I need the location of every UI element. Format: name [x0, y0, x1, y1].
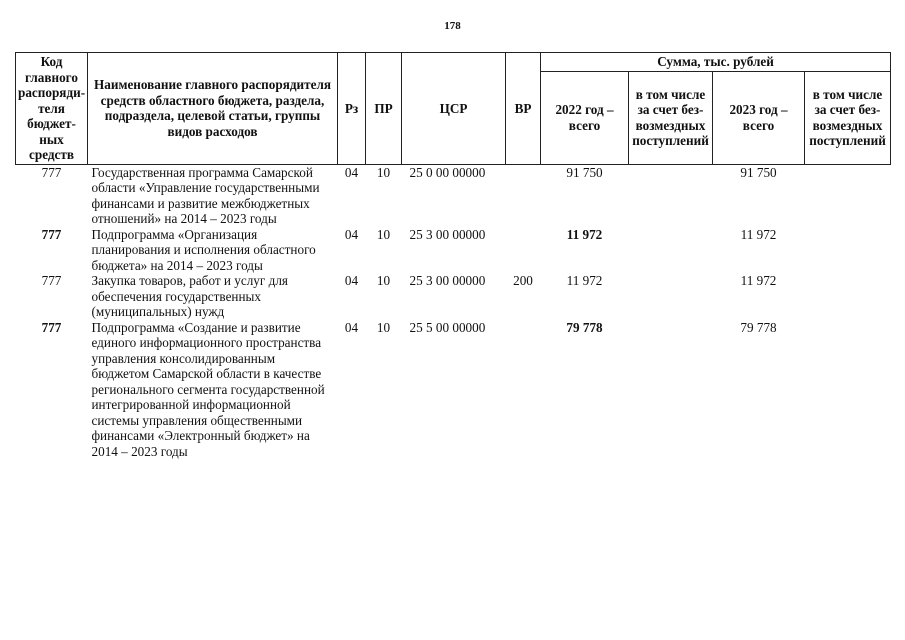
cell-csr: 25 3 00 00000 — [409, 273, 486, 288]
table-row — [16, 273, 891, 320]
page-number: 178 — [444, 20, 461, 32]
cell-code: 777 — [41, 164, 62, 180]
cell-rz: 04 — [344, 226, 359, 242]
header-2023-total: 2023 год – всего — [713, 72, 805, 165]
cell-vr: 200 — [513, 273, 533, 288]
cell-csr: 25 0 00 00000 — [409, 164, 486, 180]
cell-2022-total: 11 972 — [566, 273, 603, 288]
header-2022-total: 2022 год – всего — [541, 72, 629, 165]
cell-2022-free — [629, 227, 713, 274]
table-row — [16, 164, 891, 227]
cell-rz: 04 — [344, 273, 359, 288]
table-header — [16, 53, 891, 165]
header-code: Код главного распорядителя бюджетных средств — [16, 53, 88, 165]
cell-vr — [506, 320, 541, 460]
cell-2023-total: 11 972 — [740, 273, 777, 288]
cell-csr: 25 3 00 00000 — [409, 226, 486, 242]
cell-2023-total: 91 750 — [740, 164, 777, 180]
cell-2022-total: 11 972 — [566, 226, 603, 242]
cell-2023-total: 79 778 — [740, 319, 777, 335]
cell-name: Подпрограмма «Создание и развитие единого информационного пространства управления консолидированным бюджетом Самарской области в качестве регионального сегмента государственной интегрированной информационной системы управления общественными финансами «Электронный бюджет» на 2014 – 2023 годы — [91, 319, 325, 459]
cell-2022-total: 79 778 — [566, 319, 603, 335]
cell-pr: 10 — [376, 273, 391, 288]
cell-rz: 04 — [344, 164, 359, 180]
cell-2023-free — [805, 320, 891, 460]
cell-code: 777 — [41, 273, 62, 288]
budget-table — [15, 52, 891, 459]
header-csr: ЦСР — [402, 53, 506, 165]
cell-pr: 10 — [376, 226, 391, 242]
cell-pr: 10 — [376, 319, 391, 335]
cell-rz: 04 — [344, 319, 359, 335]
header-vr: ВР — [506, 53, 541, 165]
cell-name: Закупка товаров, работ и услуг для обеспечения государственных (муниципальных) нужд — [91, 273, 288, 319]
cell-2023-total: 11 972 — [740, 226, 777, 242]
header-rz: Рз — [338, 53, 366, 165]
cell-pr: 10 — [376, 164, 391, 180]
cell-name: Государственная программа Самарской области «Управление государственными финансами и развитие межбюджетных отношений» на 2014 – 2023 годы — [91, 164, 320, 226]
cell-csr: 25 5 00 00000 — [409, 319, 486, 335]
cell-vr — [506, 164, 541, 227]
cell-code: 777 — [41, 319, 62, 335]
cell-2022-free — [629, 273, 713, 320]
header-pr: ПР — [366, 53, 402, 165]
cell-2022-free — [629, 320, 713, 460]
header-sum-group: Сумма, тыс. рублей — [541, 53, 891, 72]
table-row — [16, 320, 891, 460]
cell-name: Подпрограмма «Организация планирования и исполнения областного бюджета» на 2014 – 2023 годы — [91, 226, 316, 273]
table-body — [16, 164, 891, 459]
cell-2023-free — [805, 227, 891, 274]
header-2022-free: в том числе за счет безвозмездных поступлений — [629, 72, 713, 165]
cell-vr — [506, 227, 541, 274]
header-2023-free: в том числе за счет безвозмездных поступлений — [805, 72, 891, 165]
cell-2022-free — [629, 164, 713, 227]
cell-2022-total: 91 750 — [566, 164, 603, 180]
header-name: Наименование главного распорядителя средств областного бюджета, раздела, подраздела, целевой статьи, группы видов расходов — [88, 53, 338, 165]
table-row — [16, 227, 891, 274]
cell-code: 777 — [41, 226, 62, 242]
cell-2023-free — [805, 164, 891, 227]
cell-2023-free — [805, 273, 891, 320]
